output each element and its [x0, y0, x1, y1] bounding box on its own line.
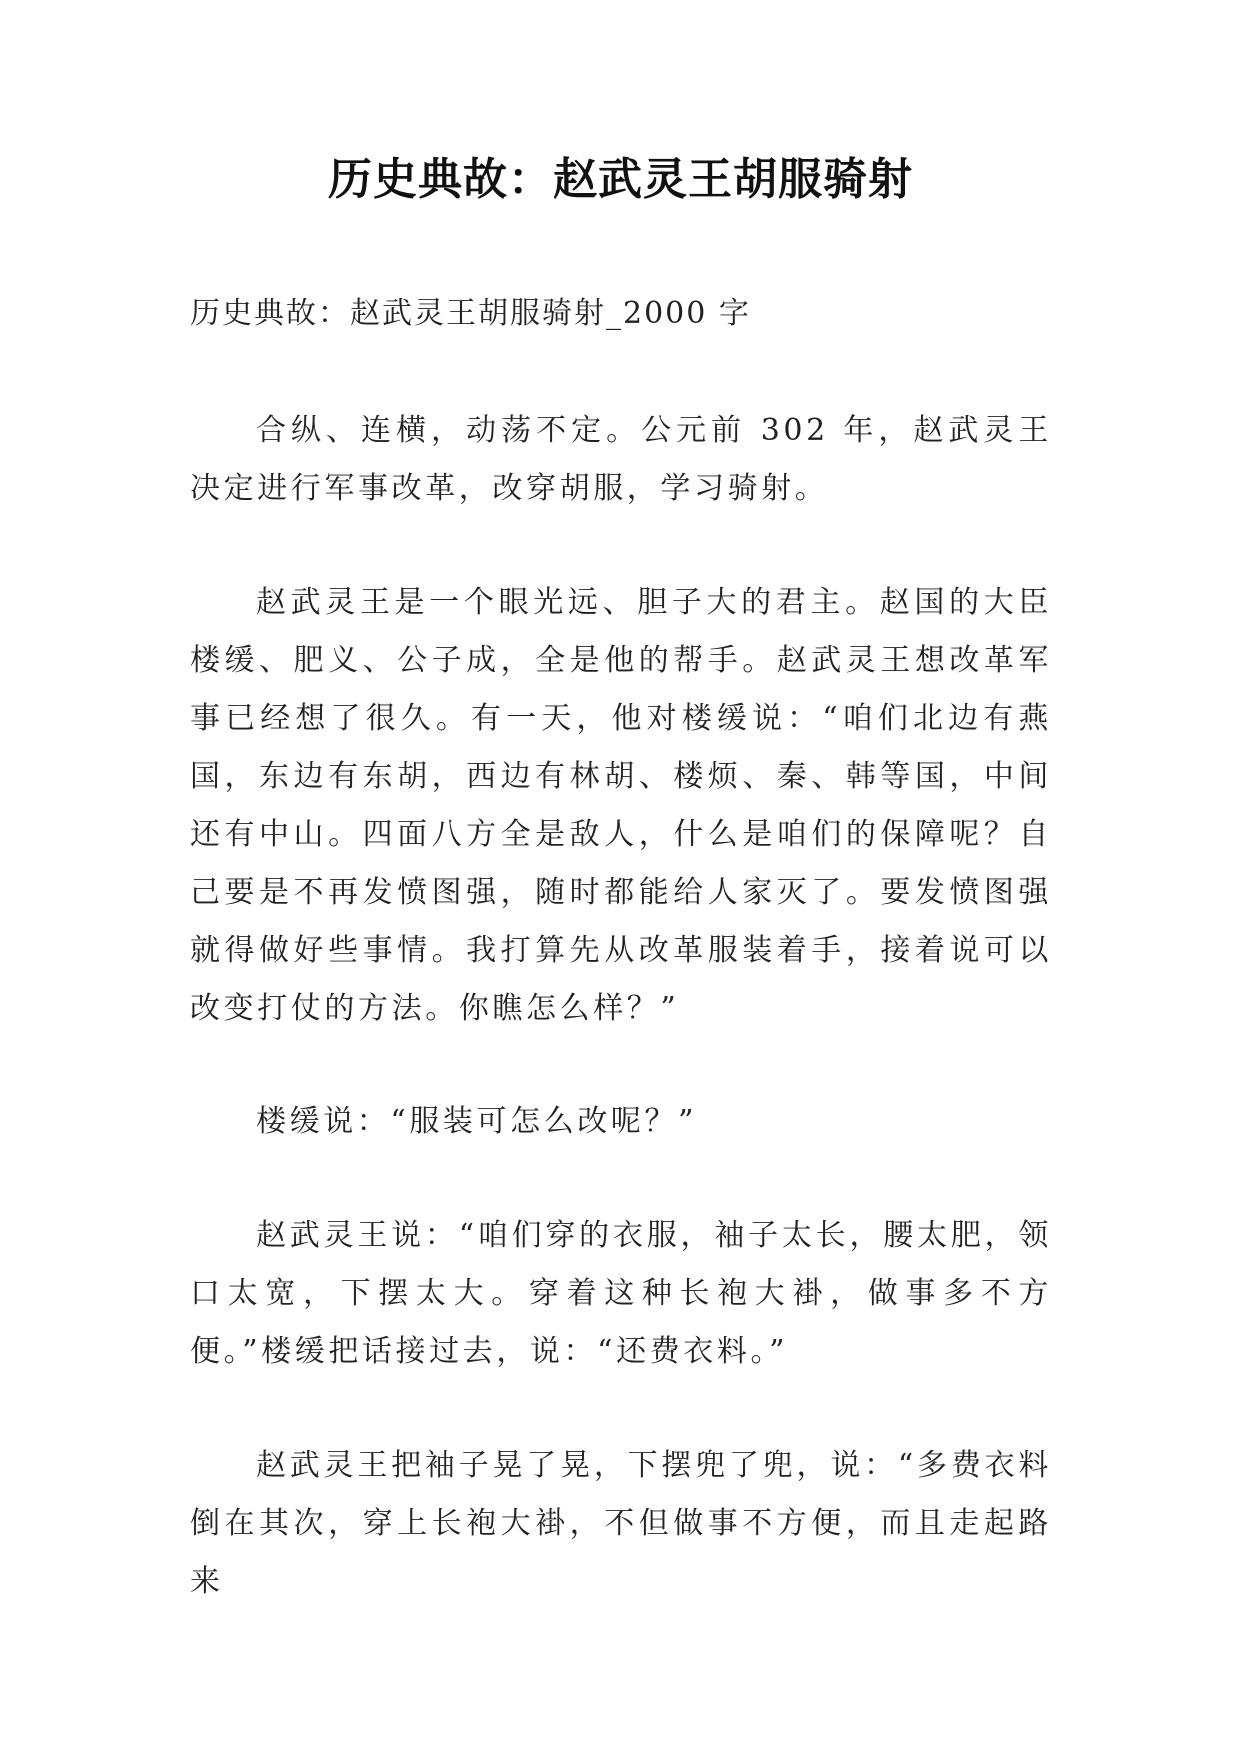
paragraph: 合纵、连横，动荡不定。公元前 302 年，赵武灵王决定进行军事改革，改穿胡服，学习骑射。 [190, 413, 1052, 506]
paragraph: 楼缓说：“服装可怎么改呢？” [256, 1104, 698, 1139]
paragraph: 赵武灵王说：“咱们穿的衣服，袖子太长，腰太肥，领口太宽，下摆太大。穿着这种长袍大褂，做事多不方便。”楼缓把话接过去，说：“还费衣料。” [190, 1218, 1052, 1369]
paragraph: 赵武灵王是一个眼光远、胆子大的君主。赵国的大臣楼缓、肥义、公子成，全是他的帮手。赵武灵王想改革军事已经想了很久。有一天，他对楼缓说：“咱们北边有燕国，东边有东胡，西边有林胡、楼烦、秦、韩等国，中间还有中山。四面八方全是敌人，什么是咱们的保障呢？自己要是不再发愤图强，随时都能给人家灭了。要发愤图强就得做好些事情。我打算先从改革服装着手，接着说可以改变打仗的方法。你瞧怎么样？” [190, 585, 1052, 1026]
document-title: 历史典故：赵武灵王胡服骑射 [328, 154, 913, 205]
document-subtitle: 历史典故：赵武灵王胡服骑射_2000 字 [190, 296, 751, 331]
paragraph: 赵武灵王把袖子晃了晃，下摆兜了兜，说：“多费衣料倒在其次，穿上长袍大褂，不但做事不方便，而且走起路来 [190, 1448, 1052, 1599]
